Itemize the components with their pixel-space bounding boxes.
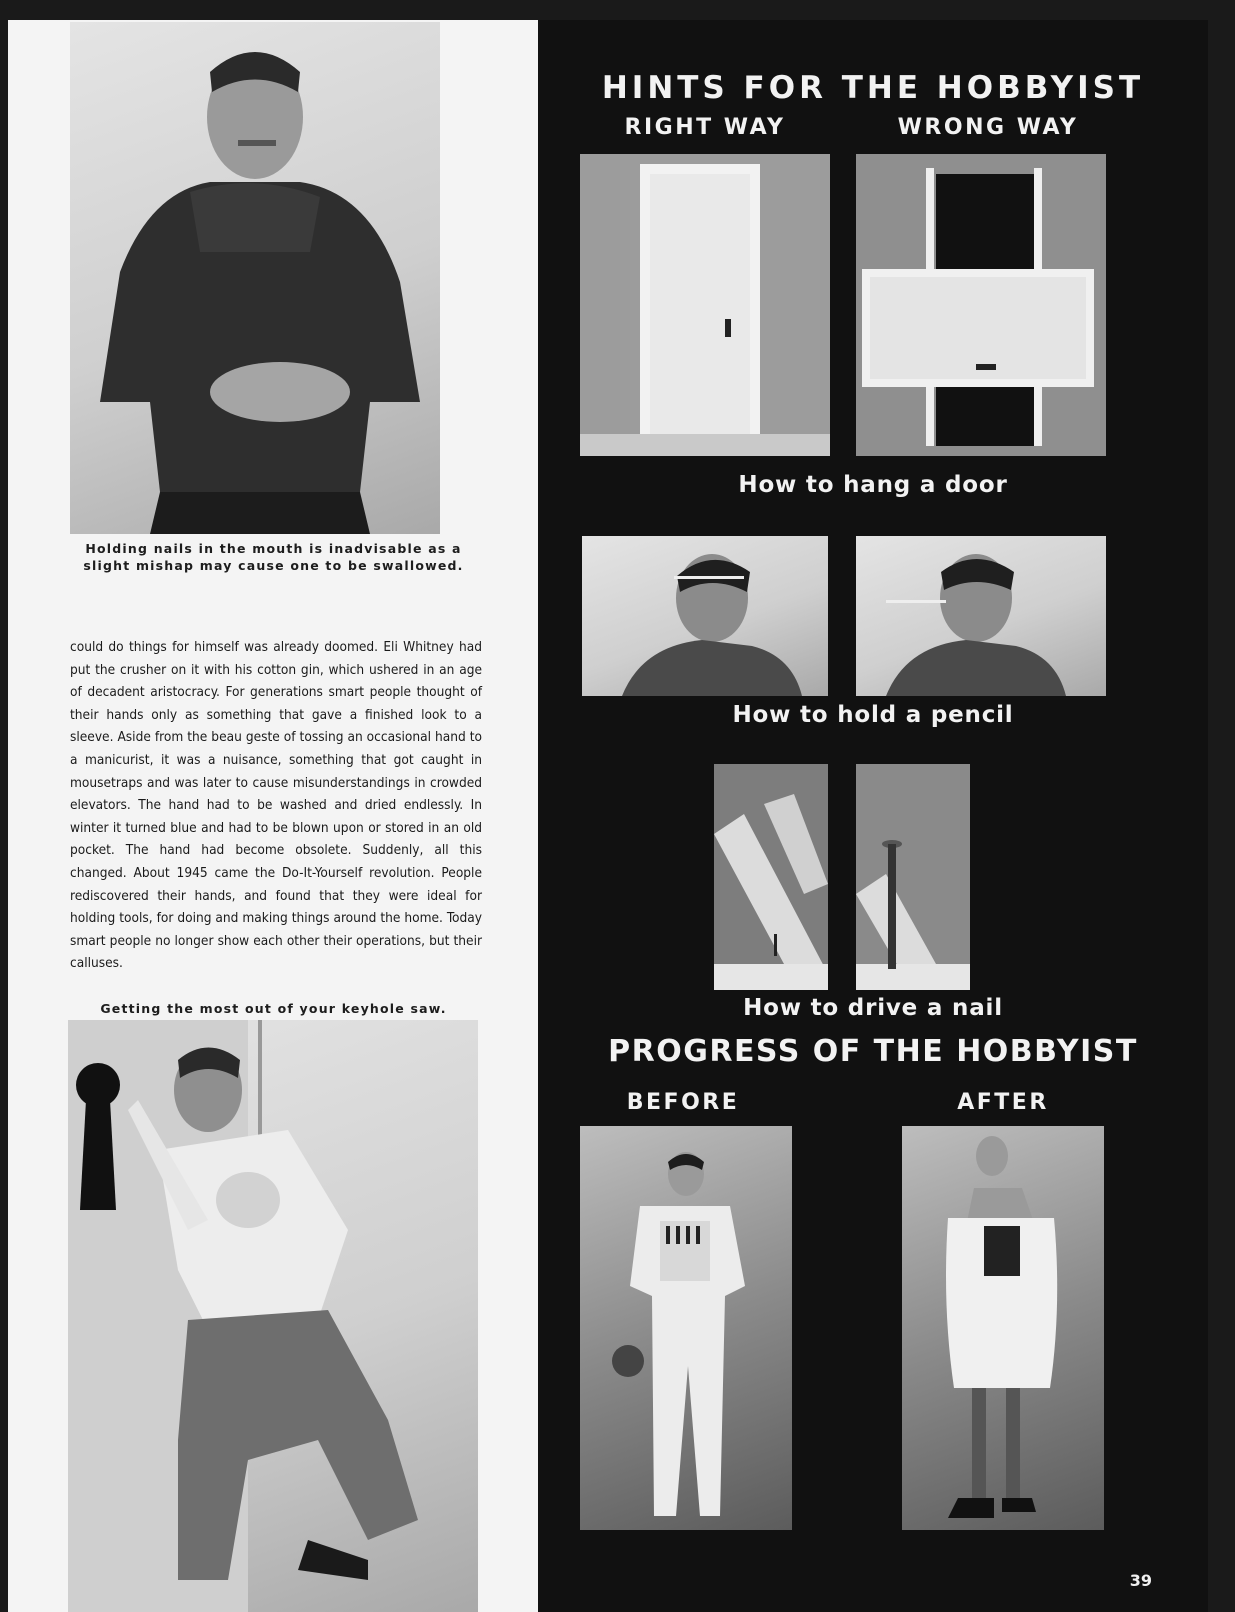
hint-door-label: How to hang a door (738, 472, 1008, 498)
photo-hobbyist-before (580, 1126, 792, 1530)
nail-in-board-illustration (714, 764, 828, 990)
photo-nail-wrong-way (856, 764, 970, 990)
man-in-barrel-illustration (902, 1126, 1104, 1530)
progress-title: PROGRESS OF THE HOBBYIST (608, 1034, 1138, 1069)
caption-nails: Holding nails in the mouth is inadvisable as a slight mishap may cause one to be swallowed. (83, 541, 464, 573)
photo-keyhole-saw (68, 1020, 478, 1612)
photo-hobbyist-after (902, 1126, 1104, 1530)
photo-door-wrong-way (856, 154, 1106, 456)
pencil-behind-ear-illustration (582, 536, 828, 696)
before-label: BEFORE (626, 1090, 740, 1115)
hint-pencil-label: How to hold a pencil (732, 702, 1014, 728)
photo-pencil-right-way (582, 536, 828, 696)
photo-door-right-way (580, 154, 830, 456)
photo-pencil-wrong-way (856, 536, 1106, 696)
man-with-tools-illustration (580, 1126, 792, 1530)
after-label: AFTER (957, 1090, 1049, 1115)
page-number: 39 (1129, 1571, 1152, 1590)
sideways-door-illustration (856, 154, 1106, 456)
hints-title: HINTS FOR THE HOBBYIST (601, 70, 1145, 106)
magazine-page (8, 20, 1208, 1612)
right-column (538, 20, 1208, 1612)
man-with-nails-illustration (70, 22, 440, 534)
article-body-text: could do things for himself was already doomed. Eli Whitney had put the crusher on it with his cotton gin, which ushered in an age of decadent aristocracy. For generations smart people thought of their hands only as something that gave a finished look to a sleeve. Aside from the beau geste of tossing an occasional hand to a manicurist, it was a nuisance, something that got caught in mousetraps and was later to cause misunderstandings in crowded elevators. The hand had to be washed and dried endlessly. In winter it turned blue and had to be blown upon or stored in an old pocket. The hand had become obsolete. Suddenly, all this changed. About 1945 came the Do-It-Yourself revolution. People rediscovered their hands, and found that they were ideal for holding tools, for doing and making things around the home. Today smart people no longer show each other their operations, but their calluses. (70, 639, 482, 972)
wrong-way-label: WRONG WAY (897, 115, 1079, 140)
giant-nail-illustration (856, 764, 970, 990)
left-column (8, 20, 538, 1612)
keyhole-saw-illustration (68, 1020, 478, 1612)
right-way-label: RIGHT WAY (624, 115, 786, 140)
photo-nail-right-way (714, 764, 828, 990)
hint-nail-label: How to drive a nail (743, 995, 1003, 1021)
hung-door-illustration (580, 154, 830, 456)
caption-keyhole-saw: Getting the most out of your keyhole saw. (100, 1001, 447, 1016)
photo-nails-in-mouth (70, 22, 440, 534)
pencil-through-head-illustration (856, 536, 1106, 696)
